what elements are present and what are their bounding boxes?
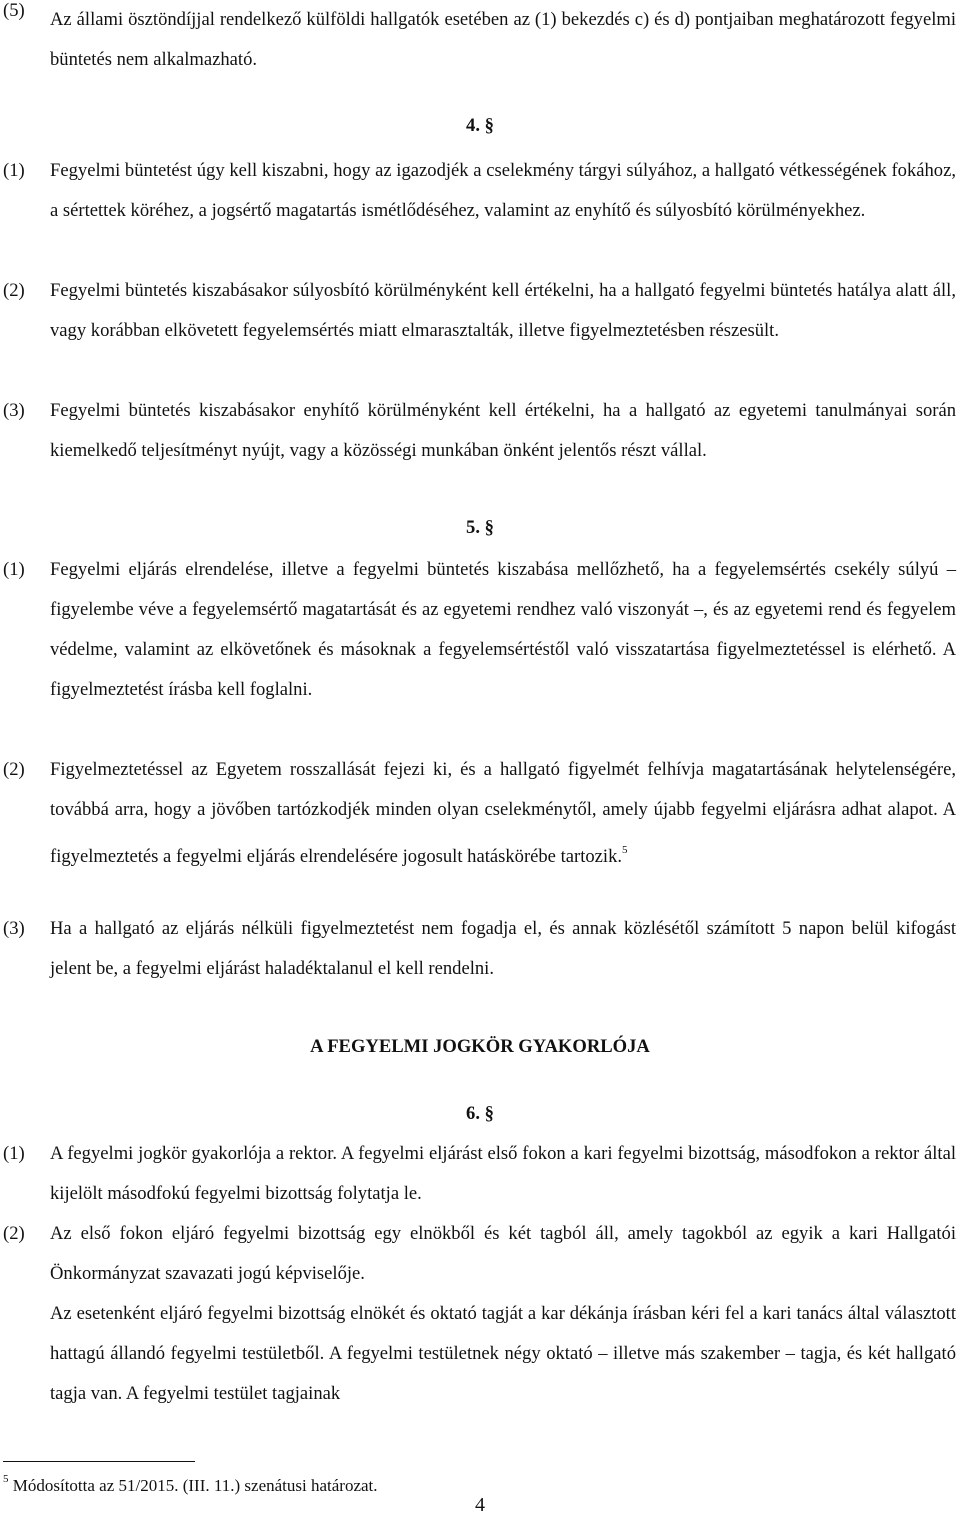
paragraph-text: Az állami ösztöndíjjal rendelkező külföldi hallgatók esetében az (1) bekezdés c) és d) pontjaiban meghatározott fegyelmi büntetés nem alkalmazható. [50, 9, 956, 70]
footnote-marker: 5 [3, 1473, 9, 1485]
footnote [3, 1473, 378, 1496]
paragraph-text: Fegyelmi büntetés kiszabásakor súlyosbító körülményként kell értékelni, ha a hallgató fegyelmi büntetés hatálya alatt áll, vagy korábban elkövetett fegyelemsértés miatt elmarasztalták, illetve figyelmeztetésben részesült. [50, 280, 956, 341]
paragraph-number: (3) [3, 918, 25, 939]
paragraph-number: (1) [3, 1143, 25, 1164]
paragraph-text: Fegyelmi büntetést úgy kell kiszabni, hogy az igazodjék a cselekmény tárgyi súlyához, a hallgató vétkességének fokához, a sértettek köréhez, a jogsértő magatartás ismétlődéséhez, valamint az enyhítő és súlyosbító körülményekhez. [50, 160, 956, 221]
paragraph-number: (2) [3, 759, 25, 780]
chapter-title: A FEGYELMI JOGKÖR GYAKORLÓJA [310, 1036, 650, 1057]
paragraph-number: (5) [3, 0, 25, 21]
paragraph-number: (2) [3, 280, 25, 301]
paragraph-text: Az első fokon eljáró fegyelmi bizottság egy elnökből és két tagból áll, amely tagokból az egyik a kari Hallgatói Önkormányzat szavazati jogú képviselője. [50, 1223, 956, 1284]
paragraph-text-content: Figyelmeztetéssel az Egyetem rosszallását fejezi ki, és a hallgató figyelmét felhívja magatartásának helytelenségére, továbbá arra, hogy a jövőben tartózkodjék minden olyan cselekménytől, amely újabb fegyelmi eljárásra adhat alapot. A figyelmeztetés a fegyelmi eljárás elrendelésére jogosult hatáskörébe tartozik. [50, 759, 956, 867]
paragraph-text: Az esetenként eljáró fegyelmi bizottság elnökét és oktató tagját a kar dékánja írásban kéri fel a kari tanács által választott hattagú állandó fegyelmi testületből. A fegyelmi testületnek négy oktató – illetve más szakember – tagja, és két hallgató tagja van. A fegyelmi testület tagjainak [50, 1303, 956, 1404]
footnote-text: Módosította az 51/2015. (III. 11.) szenátusi határozat. [12, 1476, 378, 1495]
paragraph-text: Fegyelmi büntetés kiszabásakor enyhítő körülményként kell értékelni, ha a hallgató az egyetemi tanulmányai során kiemelkedő teljesítményt nyújt, vagy a közösségi munkában önként jelentős részt vállal. [50, 400, 956, 461]
footnote-separator [3, 1461, 195, 1462]
paragraph-number: (1) [3, 559, 25, 580]
paragraph-number: (2) [3, 1223, 25, 1244]
paragraph-number: (3) [3, 400, 25, 421]
page-number: 4 [475, 1494, 485, 1516]
section-heading-5: 5. § [466, 517, 494, 538]
paragraph-text: Ha a hallgató az eljárás nélküli figyelmeztetést nem fogadja el, és annak közlésétől számított 5 napon belül kifogást jelent be, a fegyelmi eljárást haladéktalanul el kell rendelni. [50, 918, 956, 979]
paragraph-number: (1) [3, 160, 25, 181]
section-heading-6: 6. § [466, 1103, 494, 1124]
section-heading-4: 4. § [466, 115, 494, 136]
paragraph-text: A fegyelmi jogkör gyakorlója a rektor. A fegyelmi eljárást első fokon a kari fegyelmi bizottság, másodfokon a rektor által kijelölt másodfokú fegyelmi bizottság folytatja le. [50, 1143, 956, 1204]
paragraph-text: Fegyelmi eljárás elrendelése, illetve a fegyelmi büntetés kiszabása mellőzhető, ha a fegyelemsértés csekély súlyú – figyelembe véve a fegyelemsértő magatartását és az egyetemi rendhez való viszonyát –, és az egyetemi rend és fegyelem védelme, valamint az elkövetőnek és másoknak a fegyelemsértéstől való visszatartása figyelmeztetéssel is elérhető. A figyelmeztetést írásba kell foglalni. [50, 559, 956, 700]
footnote-reference: 5 [622, 844, 628, 856]
paragraph-text [50, 750, 956, 877]
